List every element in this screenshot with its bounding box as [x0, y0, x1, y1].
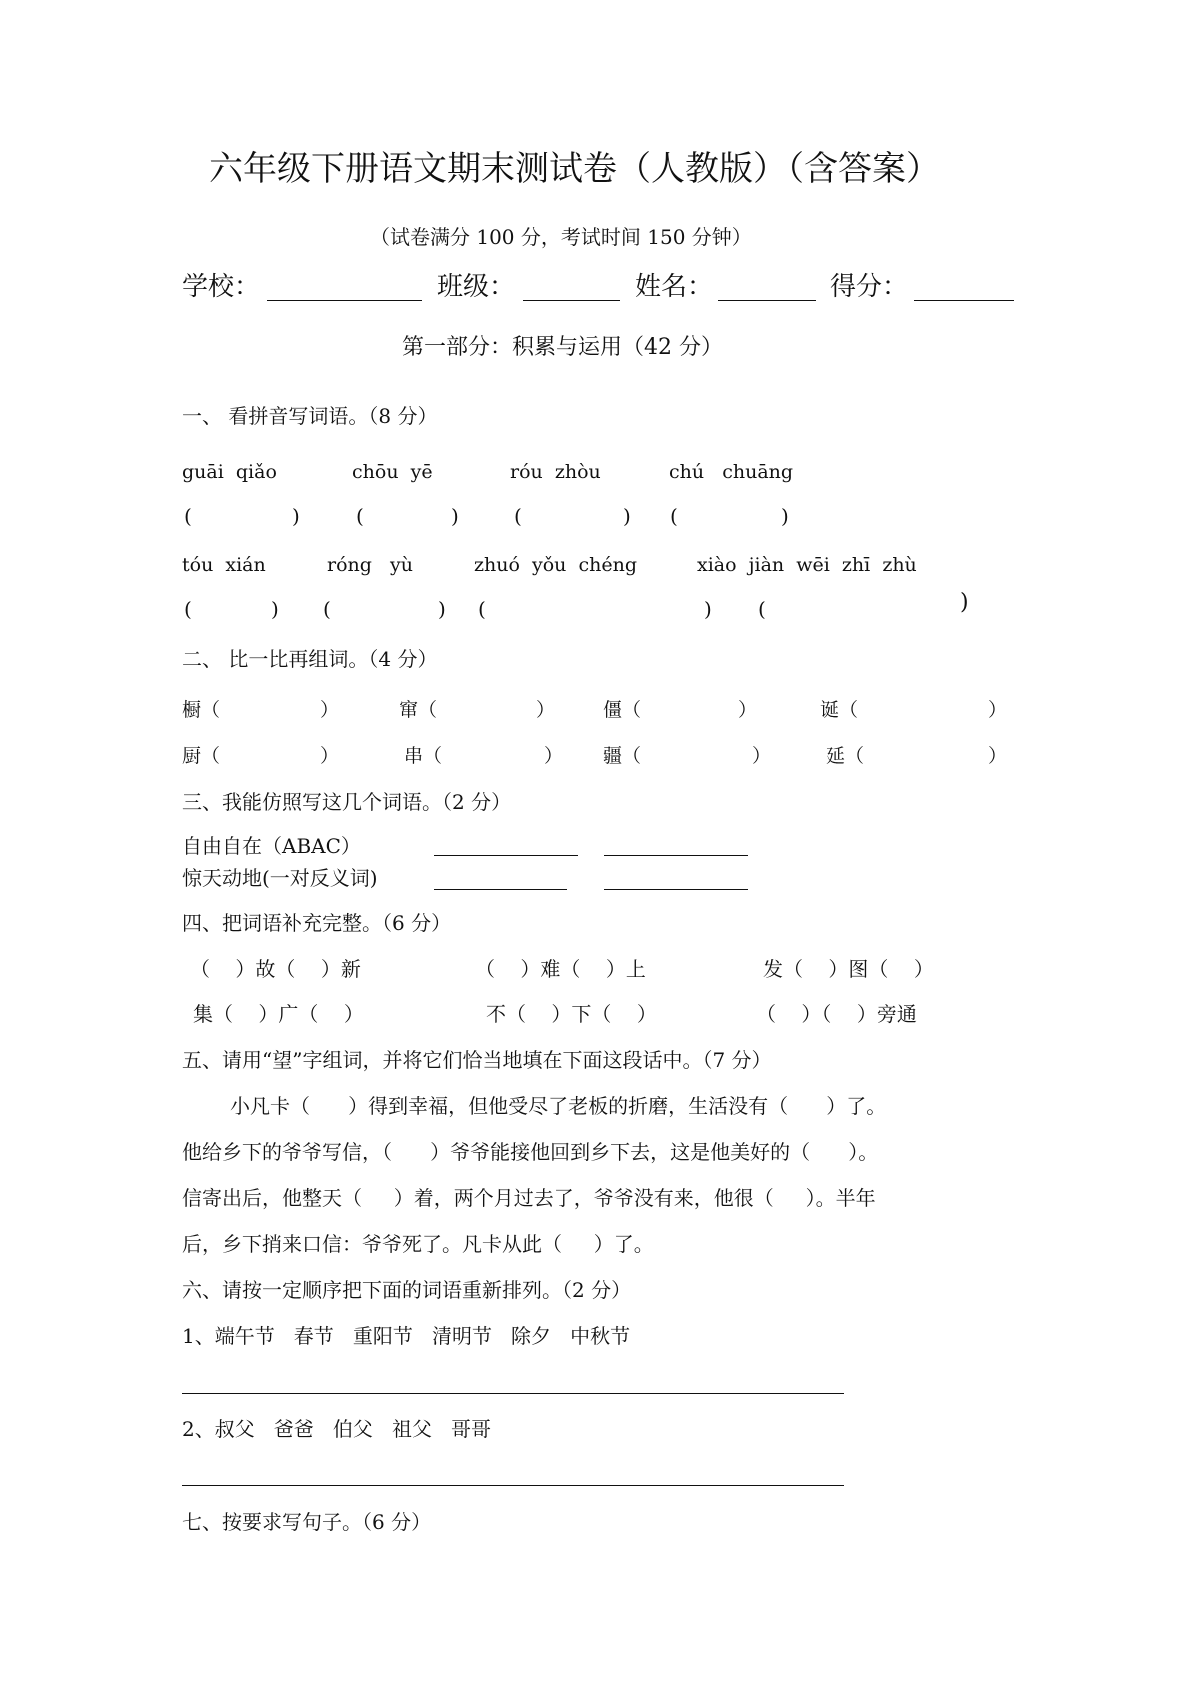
answer-bracket-open[interactable]: ( [323, 597, 331, 621]
class-label: 班级： [437, 272, 516, 302]
school-blank[interactable] [267, 300, 422, 301]
q2-heading: 二、 比一比再组词。（4 分） [182, 647, 438, 671]
pinyin: tóu xián [182, 554, 266, 576]
pinyin: chú chuāng [669, 461, 794, 483]
q6-heading: 六、请按一定顺序把下面的词语重新排列。（2 分） [182, 1278, 632, 1302]
pinyin: róng yù [327, 554, 414, 576]
answer-bracket-close: ） [738, 699, 758, 721]
q5-paragraph-line: 他给乡下的爷爷写信，（ ）爷爷能接他回到乡下去，这是他美好的（ ）。 [182, 1140, 879, 1164]
q5-paragraph-line: 后，乡下捎来口信：爷爷死了。凡卡从此（ ）了。 [182, 1232, 654, 1256]
idiom-fill[interactable]: 集（ ）广（ ） [193, 1002, 364, 1026]
answer-blank[interactable] [604, 889, 748, 890]
class-blank[interactable] [523, 300, 620, 301]
compare-char: 僵（ [603, 699, 642, 721]
answer-bracket-close: ） [544, 745, 564, 767]
answer-bracket-open[interactable]: ( [758, 597, 766, 621]
compare-char: 橱（ [182, 699, 221, 721]
answer-blank[interactable] [604, 855, 748, 856]
page-title: 六年级下册语文期末测试卷（人教版）（含答案） [209, 149, 940, 189]
exam-subtitle: （试卷满分 100 分，考试时间 150 分钟） [370, 225, 752, 249]
answer-bracket-close: ） [320, 745, 340, 767]
answer-bracket-open[interactable]: ( [514, 504, 522, 528]
pinyin: chōu yē [352, 461, 433, 483]
pinyin: róu zhòu [510, 461, 601, 483]
answer-bracket-close: ) [623, 504, 631, 528]
compare-char: 窜（ [399, 699, 438, 721]
answer-bracket-close: ) [451, 504, 459, 528]
q1-heading: 一、 看拼音写词语。（8 分） [182, 404, 438, 428]
answer-bracket-close: ) [271, 597, 279, 621]
part1-heading: 第一部分：积累与运用（42 分） [402, 335, 723, 360]
answer-blank[interactable] [182, 1393, 844, 1394]
score-blank[interactable] [914, 300, 1014, 301]
answer-blank[interactable] [434, 855, 578, 856]
answer-bracket-open[interactable]: ( [670, 504, 678, 528]
answer-bracket-close: ) [704, 597, 712, 621]
idiom-fill[interactable]: （ ）（ ）旁通 [756, 1002, 917, 1026]
answer-bracket-close: ） [536, 699, 556, 721]
answer-bracket-close: ） [752, 745, 772, 767]
answer-blank[interactable] [434, 889, 567, 890]
q6-item1: 1、端午节 春节 重阳节 清明节 除夕 中秋节 [182, 1324, 631, 1348]
q3-item1: 自由自在（ABAC） [182, 834, 361, 858]
q4-heading: 四、把词语补充完整。（6 分） [182, 911, 452, 935]
answer-bracket-open[interactable]: ( [184, 597, 192, 621]
pinyin: zhuó yǒu chéng [474, 554, 638, 576]
compare-char: 延（ [826, 745, 865, 767]
name-blank[interactable] [718, 300, 816, 301]
compare-char: 串（ [404, 745, 443, 767]
q7-heading: 七、按要求写句子。（6 分） [182, 1510, 432, 1534]
idiom-fill[interactable]: （ ）故（ ）新 [190, 957, 361, 981]
q3-item2: 惊天动地(一对反义词) [182, 866, 378, 890]
school-label: 学校： [182, 272, 261, 302]
idiom-fill[interactable]: （ ）难（ ）上 [475, 957, 646, 981]
answer-bracket-open[interactable]: ( [356, 504, 364, 528]
name-label: 姓名： [635, 272, 714, 302]
compare-char: 疆（ [603, 745, 642, 767]
pinyin: xiào jiàn wēi zhī zhù [697, 554, 917, 576]
q5-paragraph-line: 信寄出后，他整天（ ）着，两个月过去了，爷爷没有来，他很（ ）。半年 [182, 1186, 876, 1210]
idiom-fill[interactable]: 不（ ）下（ ） [486, 1002, 657, 1026]
q5-heading: 五、请用“望”字组词，并将它们恰当地填在下面这段话中。（7 分） [182, 1048, 772, 1072]
answer-bracket-close: ） [320, 699, 340, 721]
q6-item2: 2、叔父 爸爸 伯父 祖父 哥哥 [182, 1417, 492, 1441]
q5-paragraph-line: 小凡卡（ ）得到幸福，但他受尽了老板的折磨，生活没有（ ）了。 [230, 1094, 887, 1118]
answer-bracket-open[interactable]: ( [478, 597, 486, 621]
answer-bracket-close: ) [292, 504, 300, 528]
answer-bracket-close: ） [988, 745, 1008, 767]
answer-bracket-close: ) [781, 504, 789, 528]
answer-bracket-close: ） [988, 699, 1008, 721]
compare-char: 厨（ [182, 745, 221, 767]
answer-bracket-open[interactable]: ( [184, 504, 192, 528]
idiom-fill[interactable]: 发（ ）图（ ） [763, 957, 934, 981]
answer-blank[interactable] [182, 1485, 844, 1486]
answer-bracket-close: ) [960, 590, 969, 615]
answer-bracket-close: ) [438, 597, 446, 621]
compare-char: 诞（ [820, 699, 859, 721]
pinyin: guāi qiǎo [182, 461, 277, 483]
score-label: 得分： [830, 272, 909, 302]
q3-heading: 三、我能仿照写这几个词语。（2 分） [182, 790, 512, 814]
